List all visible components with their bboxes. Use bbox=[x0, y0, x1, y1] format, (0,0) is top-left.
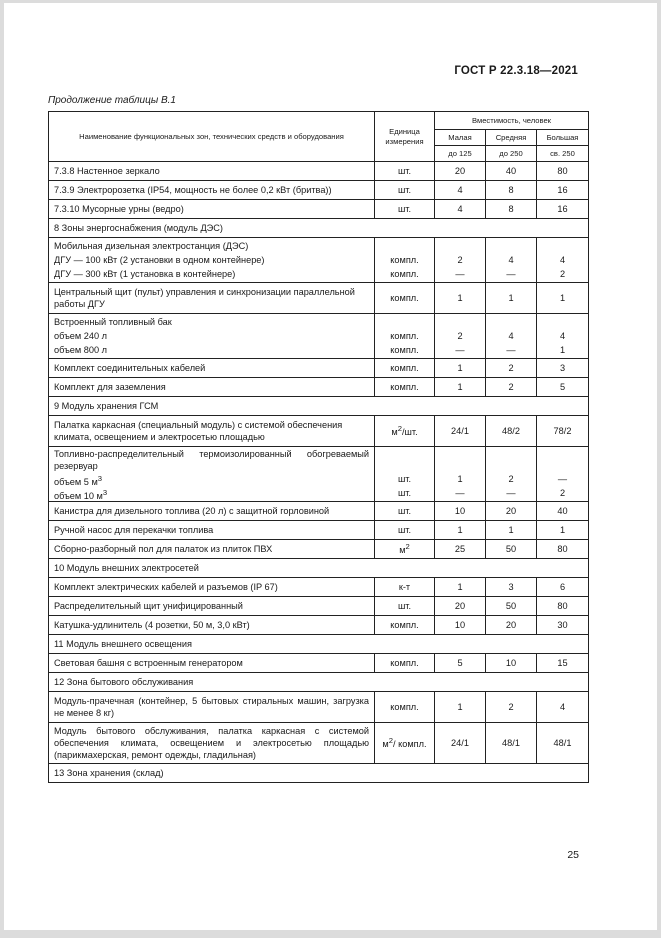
sub-item-value: — bbox=[455, 488, 465, 498]
row-value-large: 80 bbox=[537, 597, 589, 616]
section-title: 8 Зоны энергоснабжения (модуль ДЭС) bbox=[49, 219, 589, 238]
row-name: 7.3.8 Настенное зеркало bbox=[49, 162, 375, 181]
row-value-large: 78/2 bbox=[537, 416, 589, 447]
section-title: 9 Модуль хранения ГСМ bbox=[49, 397, 589, 416]
row-value-medium bbox=[486, 314, 537, 359]
row-unit: шт. bbox=[375, 597, 435, 616]
row-value-medium: 8 bbox=[486, 200, 537, 219]
sub-item-unit: шт. bbox=[397, 488, 412, 498]
sub-item-value: 2 bbox=[559, 269, 566, 279]
row-value-small: 25 bbox=[435, 540, 486, 559]
section-row bbox=[49, 397, 589, 416]
sub-item-value: 1 bbox=[457, 474, 463, 484]
sub-item-value: 2 bbox=[559, 488, 566, 498]
sub-item-unit: компл. bbox=[390, 255, 419, 265]
row-value-large: 1 bbox=[537, 521, 589, 540]
group-title: Топливно-распределительный термоизолированный обогреваемый резервуар bbox=[54, 449, 369, 471]
row-value-small: 1 bbox=[435, 521, 486, 540]
row-name bbox=[49, 314, 375, 359]
row-unit bbox=[375, 447, 435, 502]
table-row bbox=[49, 314, 589, 359]
row-unit: компл. bbox=[375, 378, 435, 397]
row-name: Модуль-прачечная (контейнер, 5 бытовых стиральных машин, загрузка не менее 8 кг) bbox=[49, 692, 375, 723]
row-value-small: 4 bbox=[435, 200, 486, 219]
table-row bbox=[49, 540, 589, 559]
col-small-header: Малая bbox=[435, 130, 486, 146]
sub-item-value: — bbox=[557, 474, 568, 484]
row-value-large: 3 bbox=[537, 359, 589, 378]
col-medium-limit: до 250 bbox=[486, 146, 537, 162]
row-unit bbox=[375, 540, 435, 559]
row-value-medium: 50 bbox=[486, 540, 537, 559]
row-name bbox=[49, 447, 375, 502]
group-title: Встроенный топливный бак bbox=[54, 317, 172, 327]
row-value-large: 4 bbox=[537, 692, 589, 723]
col-medium-header: Средняя bbox=[486, 130, 537, 146]
sub-item-value: 2 bbox=[508, 474, 514, 484]
row-value-large: 80 bbox=[537, 162, 589, 181]
row-value-small: 1 bbox=[435, 283, 486, 314]
col-large-header: Большая bbox=[537, 130, 589, 146]
row-value-medium: 50 bbox=[486, 597, 537, 616]
row-value-medium: 2 bbox=[486, 378, 537, 397]
sub-item-value: — bbox=[506, 269, 516, 279]
table-row bbox=[49, 238, 589, 283]
table-row bbox=[49, 359, 589, 378]
row-value-small bbox=[435, 314, 486, 359]
row-value-medium: 2 bbox=[486, 359, 537, 378]
table-row bbox=[49, 521, 589, 540]
sub-item-value: — bbox=[455, 345, 465, 355]
table-row bbox=[49, 616, 589, 635]
sub-item-value: 4 bbox=[559, 331, 566, 341]
row-value-small: 20 bbox=[435, 597, 486, 616]
row-value-small: 24/1 bbox=[435, 723, 486, 764]
row-unit bbox=[375, 314, 435, 359]
table-row bbox=[49, 181, 589, 200]
sub-item-unit: компл. bbox=[390, 269, 419, 279]
section-row bbox=[49, 219, 589, 238]
row-unit: шт. bbox=[375, 200, 435, 219]
row-value-large bbox=[537, 447, 589, 502]
sub-item-value: — bbox=[455, 269, 465, 279]
row-name: 7.3.10 Мусорные урны (ведро) bbox=[49, 200, 375, 219]
header-row bbox=[49, 112, 589, 130]
row-name: Палатка каркасная (специальный модуль) с системой обеспечения климата, освещением и электросетью площадью bbox=[49, 416, 375, 447]
row-value-medium: 40 bbox=[486, 162, 537, 181]
unit-sup: 2 bbox=[388, 736, 394, 746]
section-title: 10 Модуль внешних электросетей bbox=[49, 559, 589, 578]
section-row bbox=[49, 764, 589, 783]
standard-designation: ГОСТ Р 22.3.18—2021 bbox=[454, 65, 578, 77]
table-row bbox=[49, 162, 589, 181]
row-unit: шт. bbox=[375, 162, 435, 181]
sub-item-name: ДГУ — 100 кВт (2 установки в одном контейнере) bbox=[54, 255, 265, 265]
table-row bbox=[49, 447, 589, 502]
row-name: Ручной насос для перекачки топлива bbox=[49, 521, 375, 540]
sub-item-value: 2 bbox=[457, 331, 463, 341]
sub-item-unit: компл. bbox=[390, 331, 419, 341]
col-unit-header: Единица измерения bbox=[375, 112, 435, 162]
row-value-large: 80 bbox=[537, 540, 589, 559]
sub-item-name: объем 10 $м^3$ bbox=[54, 488, 108, 502]
row-name: Комплект электрических кабелей и разъемов (IP 67) bbox=[49, 578, 375, 597]
sub-item-value: 4 bbox=[508, 255, 514, 265]
row-unit bbox=[375, 416, 435, 447]
row-name: Комплект соединительных кабелей bbox=[49, 359, 375, 378]
unit-sup: 2 bbox=[397, 424, 402, 434]
row-name: Комплект для заземления bbox=[49, 378, 375, 397]
table-row bbox=[49, 378, 589, 397]
section-title: 12 Зона бытового обслуживания bbox=[49, 673, 589, 692]
table-row bbox=[49, 416, 589, 447]
row-name: 7.3.9 Электророзетка (IP54, мощность не более 0,2 кВт (бритва)) bbox=[49, 181, 375, 200]
row-name: Световая башня с встроенным генератором bbox=[49, 654, 375, 673]
table-row bbox=[49, 283, 589, 314]
row-value-small: 20 bbox=[435, 162, 486, 181]
table-row bbox=[49, 502, 589, 521]
col-capacity-header: Вместимость, человек bbox=[435, 112, 589, 130]
table-row bbox=[49, 654, 589, 673]
row-value-small: 1 bbox=[435, 378, 486, 397]
table-row bbox=[49, 200, 589, 219]
row-value-large: 48/1 bbox=[537, 723, 589, 764]
row-value-medium bbox=[486, 447, 537, 502]
row-name: Модуль бытового обслуживания, палатка каркасная с системой обеспечения климата, освещением и электросетью площадью (парикмахерская, ремонт одежды, гладильная) bbox=[49, 723, 375, 764]
row-value-medium: 1 bbox=[486, 283, 537, 314]
row-unit: компл. bbox=[375, 692, 435, 723]
row-unit: шт. bbox=[375, 502, 435, 521]
row-value-medium: 20 bbox=[486, 616, 537, 635]
sub-item-value: 1 bbox=[559, 345, 566, 355]
row-unit: компл. bbox=[375, 359, 435, 378]
row-value-large: 6 bbox=[537, 578, 589, 597]
row-name bbox=[49, 238, 375, 283]
row-unit: шт. bbox=[375, 521, 435, 540]
document-page bbox=[4, 3, 657, 930]
unit-tail: / компл. bbox=[393, 739, 427, 750]
unit-base: м bbox=[391, 427, 398, 438]
equipment-table bbox=[48, 111, 589, 783]
sub-item-value: 4 bbox=[559, 255, 566, 265]
section-title: 13 Зона хранения (склад) bbox=[49, 764, 589, 783]
row-name: Центральный щит (пульт) управления и синхронизации параллельной работы ДГУ bbox=[49, 283, 375, 314]
sub-item-value: — bbox=[506, 488, 516, 498]
row-value-large bbox=[537, 314, 589, 359]
row-value-small bbox=[435, 238, 486, 283]
sub-item-value: 2 bbox=[457, 255, 463, 265]
sub-item-name: объем 240 л bbox=[54, 331, 108, 341]
row-value-small bbox=[435, 447, 486, 502]
row-value-medium: 3 bbox=[486, 578, 537, 597]
row-value-medium: 48/2 bbox=[486, 416, 537, 447]
row-value-large: 16 bbox=[537, 200, 589, 219]
row-unit: к-т bbox=[375, 578, 435, 597]
unit-tail: /шт. bbox=[401, 427, 418, 438]
table-row bbox=[49, 597, 589, 616]
row-name: Распределительный щит унифицированный bbox=[49, 597, 375, 616]
table-row bbox=[49, 723, 589, 764]
row-unit: компл. bbox=[375, 616, 435, 635]
row-unit: компл. bbox=[375, 654, 435, 673]
table-row bbox=[49, 578, 589, 597]
row-value-small: 1 bbox=[435, 578, 486, 597]
sub-item-name: объем 5 $м^3$ bbox=[54, 474, 103, 488]
row-unit bbox=[375, 723, 435, 764]
section-row bbox=[49, 559, 589, 578]
table-caption: Продолжение таблицы В.1 bbox=[48, 95, 176, 106]
row-unit bbox=[375, 238, 435, 283]
row-value-medium bbox=[486, 238, 537, 283]
row-value-small: 5 bbox=[435, 654, 486, 673]
row-value-medium: 20 bbox=[486, 502, 537, 521]
row-value-small: 10 bbox=[435, 502, 486, 521]
row-name: Канистра для дизельного топлива (20 л) с защитной горловиной bbox=[49, 502, 375, 521]
section-row bbox=[49, 635, 589, 654]
row-value-small: 24/1 bbox=[435, 416, 486, 447]
row-value-medium: 2 bbox=[486, 692, 537, 723]
row-value-large: 30 bbox=[537, 616, 589, 635]
row-value-small: 1 bbox=[435, 359, 486, 378]
sub-item-name: объем 800 л bbox=[54, 345, 108, 355]
row-value-medium: 8 bbox=[486, 181, 537, 200]
sub-item-unit: компл. bbox=[390, 345, 419, 355]
col-name-header: Наименование функциональных зон, технических средств и оборудования bbox=[49, 112, 375, 162]
row-unit: компл. bbox=[375, 283, 435, 314]
row-name: Сборно-разборный пол для палаток из плиток ПВХ bbox=[49, 540, 375, 559]
row-value-large: 16 bbox=[537, 181, 589, 200]
col-large-limit: св. 250 bbox=[537, 146, 589, 162]
unit-base: м bbox=[382, 739, 389, 750]
row-value-medium: 1 bbox=[486, 521, 537, 540]
section-row bbox=[49, 673, 589, 692]
row-value-small: 1 bbox=[435, 692, 486, 723]
row-value-small: 4 bbox=[435, 181, 486, 200]
table-row bbox=[49, 692, 589, 723]
row-value-large: 15 bbox=[537, 654, 589, 673]
sub-item-value: 4 bbox=[508, 331, 514, 341]
row-value-large: 1 bbox=[537, 283, 589, 314]
unit-base: м bbox=[399, 545, 406, 556]
unit-sup: 2 bbox=[405, 542, 410, 552]
sub-item-unit: шт. bbox=[397, 474, 412, 484]
row-value-small: 10 bbox=[435, 616, 486, 635]
row-value-large: 40 bbox=[537, 502, 589, 521]
row-value-large bbox=[537, 238, 589, 283]
row-value-medium: 10 bbox=[486, 654, 537, 673]
group-title: Мобильная дизельная электростанция (ДЭС) bbox=[54, 241, 249, 251]
sub-item-name: ДГУ — 300 кВт (1 установка в контейнере) bbox=[54, 269, 236, 279]
section-title: 11 Модуль внешнего освещения bbox=[49, 635, 589, 654]
sub-item-value: — bbox=[506, 345, 516, 355]
page-number: 25 bbox=[567, 849, 579, 861]
row-value-medium: 48/1 bbox=[486, 723, 537, 764]
row-name: Катушка-удлинитель (4 розетки, 50 м, 3,0 кВт) bbox=[49, 616, 375, 635]
row-value-large: 5 bbox=[537, 378, 589, 397]
col-small-limit: до 125 bbox=[435, 146, 486, 162]
row-unit: шт. bbox=[375, 181, 435, 200]
